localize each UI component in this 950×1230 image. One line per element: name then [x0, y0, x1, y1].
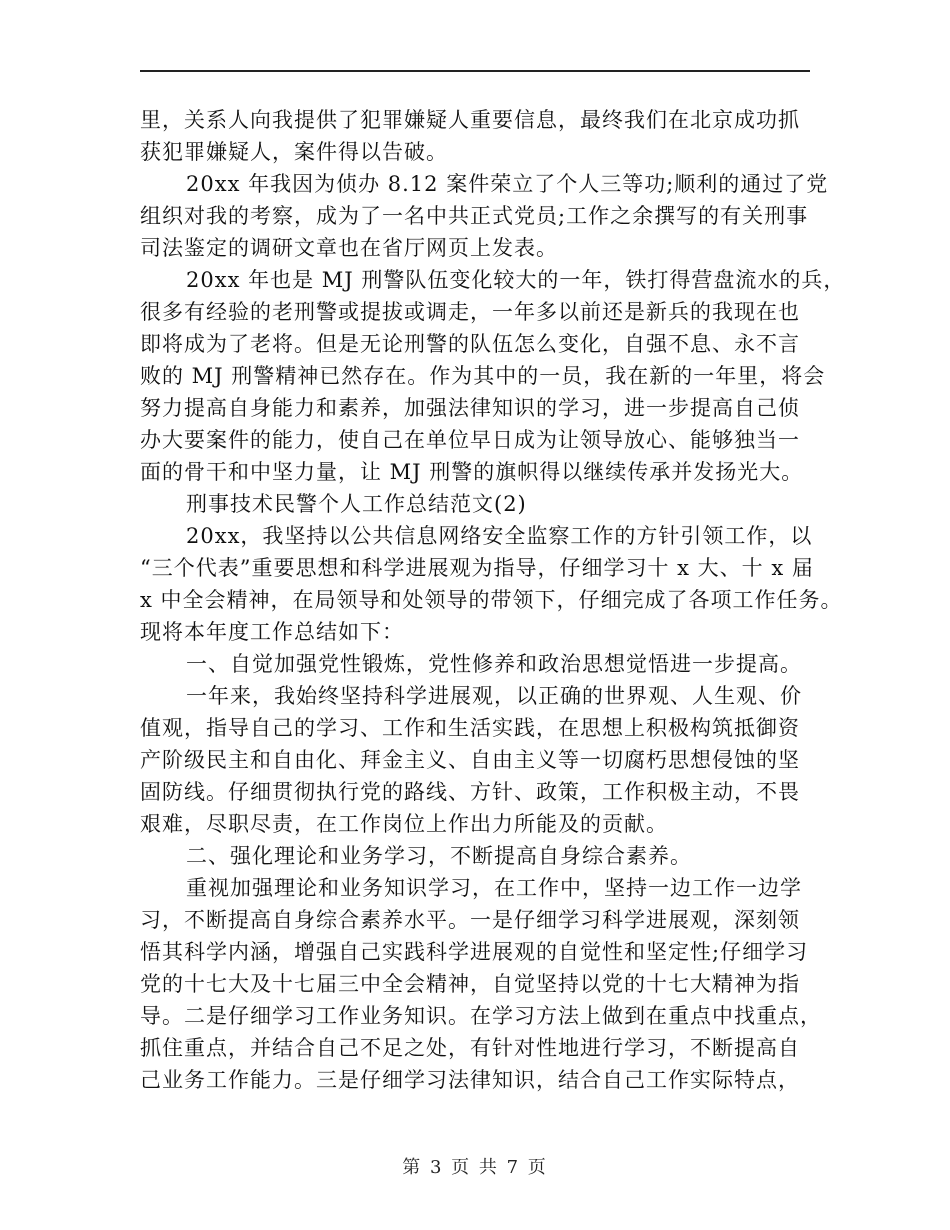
text-line: 败的 MJ 刑警精神已然存在。作为其中的一员，我在新的一年里，将会	[140, 364, 826, 388]
text-line: 固防线。仔细贯彻执行党的路线、方针、政策，工作积极主动，不畏	[140, 780, 800, 804]
text-line: 导。二是仔细学习工作业务知识。在学习方法上做到在重点中找重点，	[140, 1004, 822, 1028]
text-line: 即将成为了老将。但是无论刑警的队伍怎么变化，自强不息、永不言	[140, 332, 800, 356]
text-line: 己业务工作能力。三是仔细学习法律知识，结合自己工作实际特点，	[140, 1068, 800, 1092]
text-line: 20xx 年我因为侦办 8.12 案件荣立了个人三等功;顺利的通过了党	[186, 172, 829, 196]
text-line: 很多有经验的老刑警或提拔或调走，一年多以前还是新兵的我现在也	[140, 300, 800, 324]
text-line: 二、强化理论和业务学习，不断提高自身综合素养。	[186, 844, 692, 868]
text-line: 面的骨干和中坚力量，让 MJ 刑警的旗帜得以继续传承并发扬光大。	[140, 460, 804, 484]
text-line: 刑事技术民警个人工作总结范文(2)	[186, 492, 527, 516]
text-line: 一、自觉加强党性锻炼，党性修养和政治思想觉悟进一步提高。	[186, 652, 802, 676]
text-line: 抓住重点，并结合自己不足之处，有针对性地进行学习，不断提高自	[140, 1036, 800, 1060]
text-line: 悟其科学内涵，增强自己实践科学进展观的自觉性和坚定性;仔细学习	[140, 940, 809, 964]
text-line: 艰难，尽职尽责，在工作岗位上作出力所能及的贡献。	[140, 812, 668, 836]
text-line: 努力提高自身能力和素养，加强法律知识的学习，进一步提高自己侦	[140, 396, 800, 420]
page-footer: 第 3 页 共 7 页	[402, 1157, 548, 1178]
text-line: 一年来，我始终坚持科学进展观，以正确的世界观、人生观、价	[186, 684, 802, 708]
text-line: 现将本年度工作总结如下：	[140, 620, 404, 644]
text-line: 值观，指导自己的学习、工作和生活实践，在思想上积极构筑抵御资	[140, 716, 800, 740]
text-line: 司法鉴定的调研文章也在省厅网页上发表。	[140, 236, 558, 260]
text-line: x 中全会精神，在局领导和处领导的带领下，仔细完成了各项工作任务。	[140, 588, 843, 612]
text-line: 办大要案件的能力，使自己在单位早日成为让领导放心、能够独当一	[140, 428, 800, 452]
text-line: 20xx 年也是 MJ 刑警队伍变化较大的一年，铁打得营盘流水的兵，	[186, 268, 846, 292]
text-line: 党的十七大及十七届三中全会精神，自觉坚持以党的十七大精神为指	[140, 972, 800, 996]
text-line: 20xx，我坚持以公共信息网络安全监察工作的方针引领工作，以	[186, 524, 813, 548]
text-line: 产阶级民主和自由化、拜金主义、自由主义等一切腐朽思想侵蚀的坚	[140, 748, 800, 772]
text-line: 获犯罪嫌疑人，案件得以告破。	[140, 140, 448, 164]
text-line: 里，关系人向我提供了犯罪嫌疑人重要信息，最终我们在北京成功抓	[140, 108, 800, 132]
text-line: “三个代表”重要思想和科学进展观为指导，仔细学习十 x 大、十 x 届	[140, 556, 814, 580]
text-line: 组织对我的考察，成为了一名中共正式党员;工作之余撰写的有关刑事	[140, 204, 809, 228]
header-rule	[140, 70, 810, 72]
text-line: 重视加强理论和业务知识学习，在工作中，坚持一边工作一边学	[186, 876, 802, 900]
text-line: 习，不断提高自身综合素养水平。一是仔细学习科学进展观，深刻领	[140, 908, 800, 932]
document-body	[140, 104, 846, 1096]
